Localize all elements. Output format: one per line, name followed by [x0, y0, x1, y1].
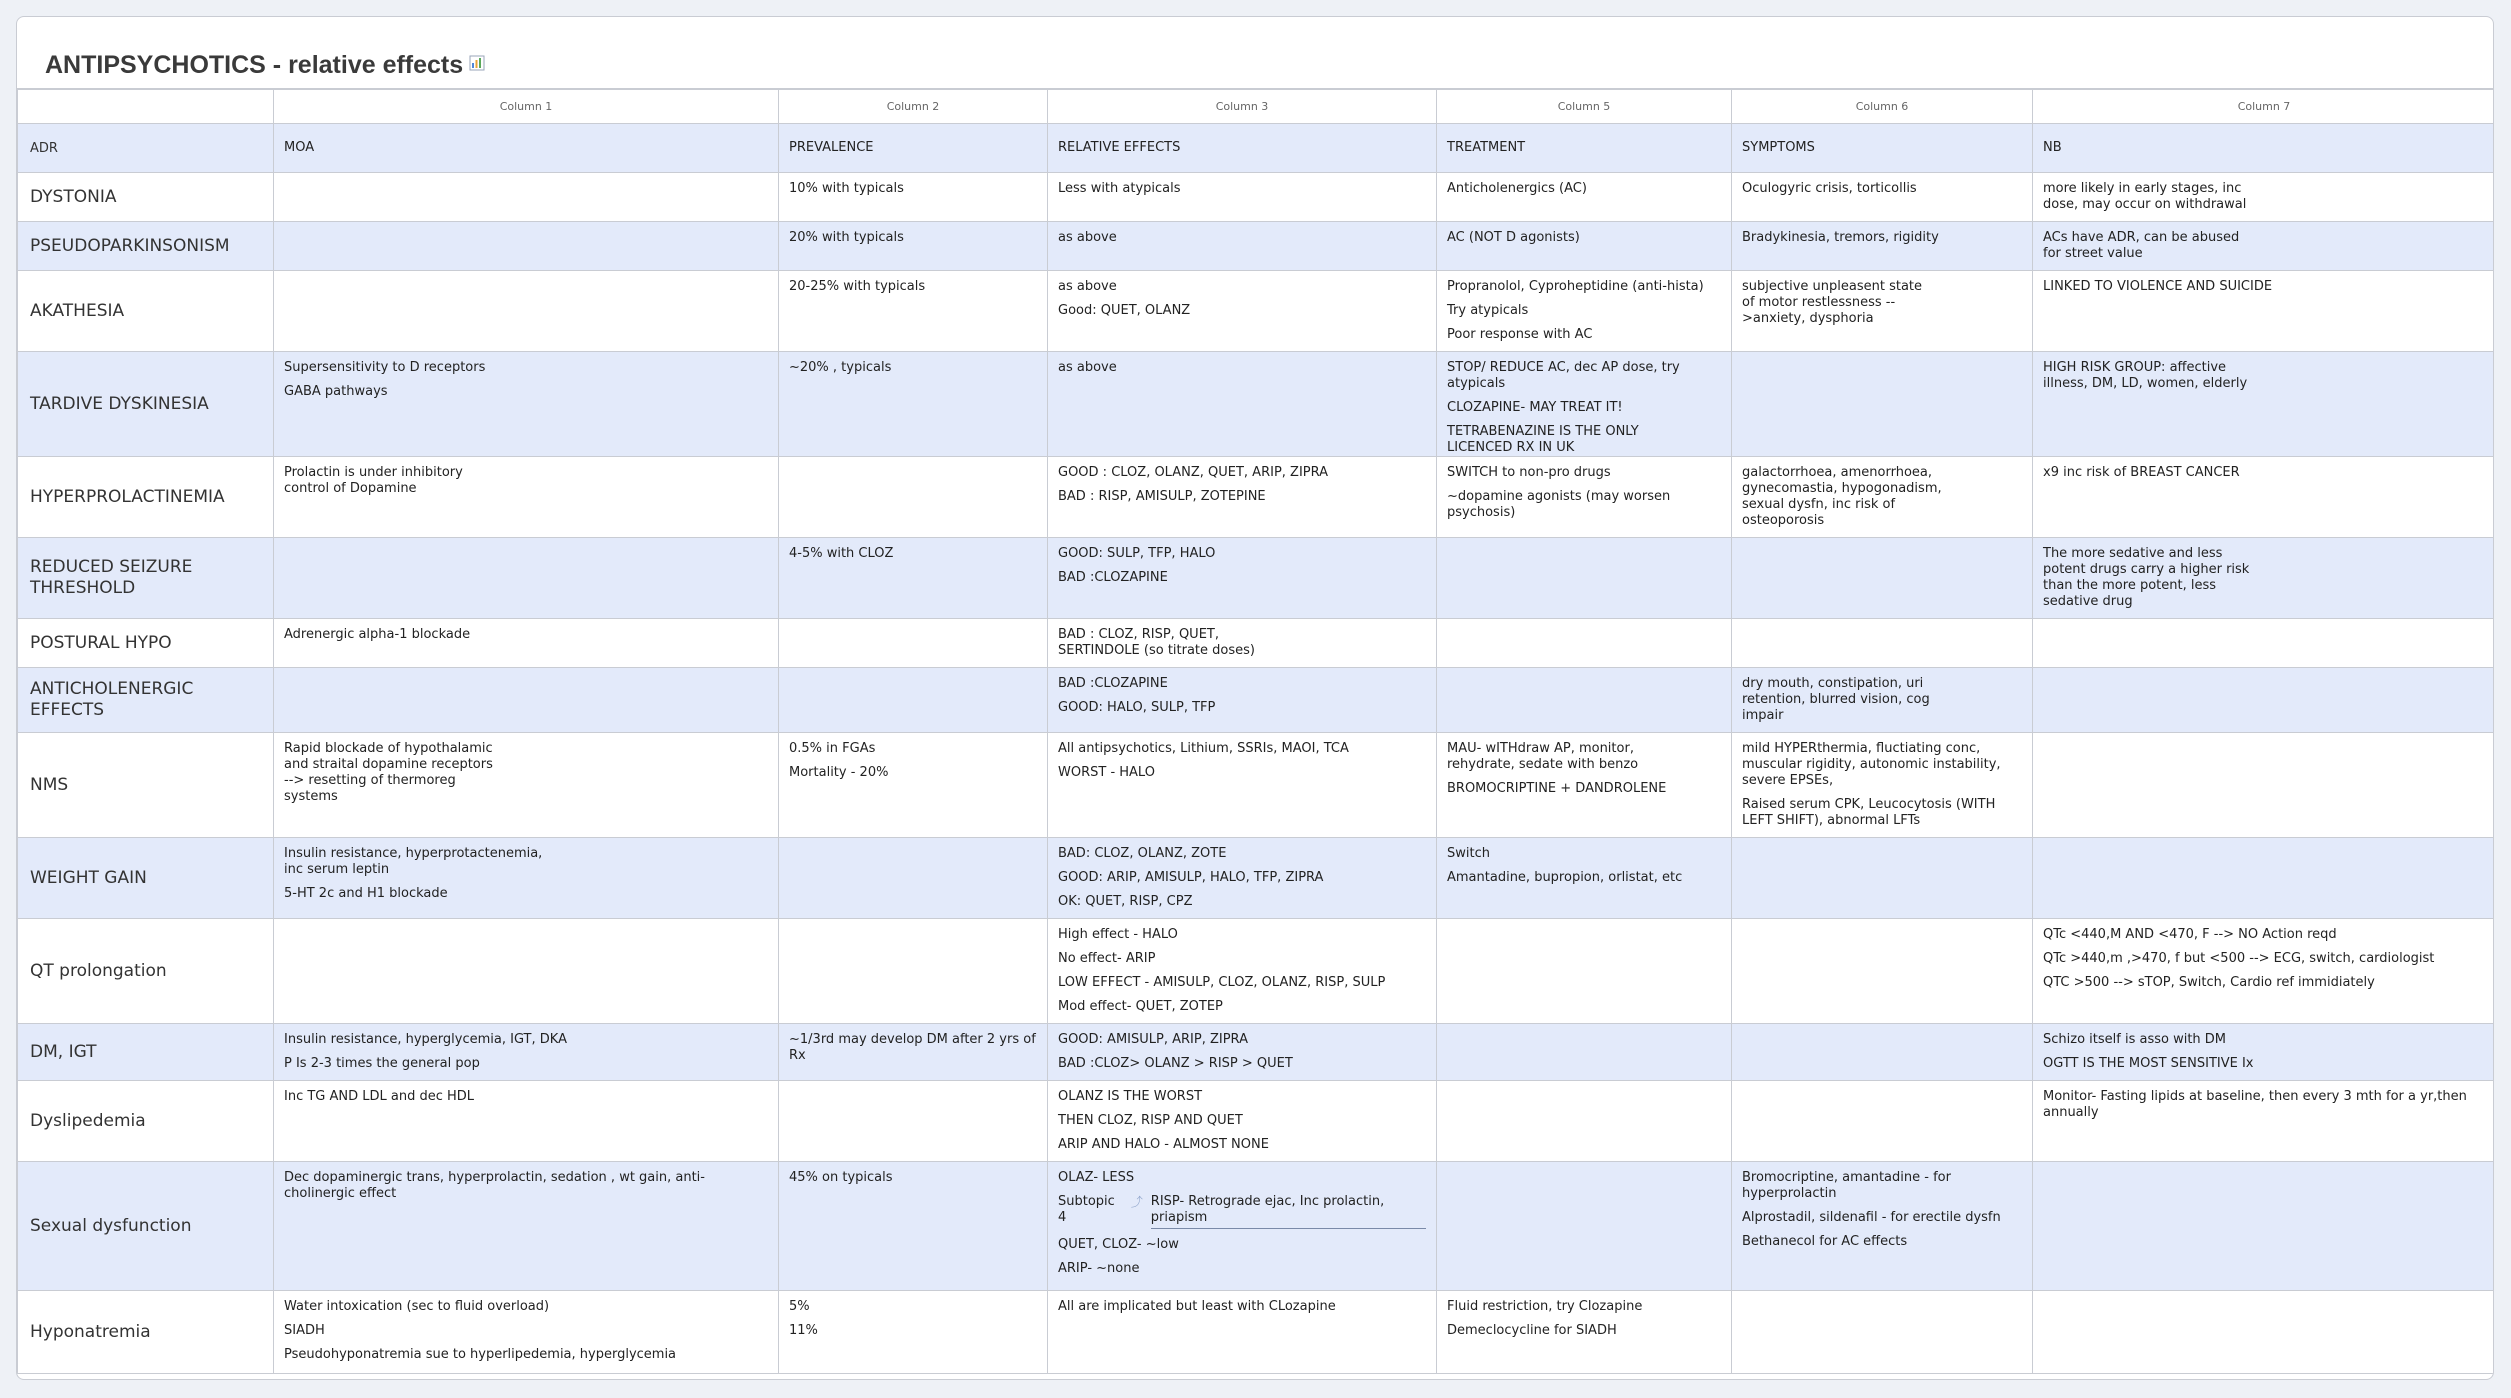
table-cell[interactable] [1732, 619, 2033, 668]
column-label[interactable]: Column 1 [274, 90, 779, 124]
table-cell[interactable] [779, 619, 1048, 668]
cell-line: Raised serum CPK, Leucocytosis (WITH LEFT SHIFT), abnormal LFTs [1742, 797, 1996, 828]
cell-line: Prolactin is under inhibitory control of Dopamine [284, 465, 463, 496]
cell-line: GOOD: HALO, SULP, TFP [1058, 700, 1216, 715]
cell-line: Oculogyric crisis, torticollis [1742, 181, 1917, 196]
subtopic-child: RISP- Retrograde ejac, Inc prolactin, priapism [1151, 1194, 1426, 1229]
data-table [17, 89, 2494, 1374]
table-cell[interactable] [779, 457, 1048, 538]
cell-line: Bromocriptine, amantadine - for hyperprolactin [1742, 1170, 1951, 1201]
cell-line: Supersensitivity to D receptors [284, 360, 486, 375]
header-row [18, 124, 2495, 173]
cell-line: ~1/3rd may develop DM after 2 yrs of Rx [789, 1032, 1036, 1063]
table-cell[interactable] [2033, 838, 2495, 919]
table-cell[interactable] [1048, 619, 1437, 668]
cell-line: High effect - HALO [1058, 927, 1178, 942]
cell-line: OK: QUET, RISP, CPZ [1058, 894, 1193, 909]
column-label[interactable]: Column 3 [1048, 90, 1437, 124]
cell-line: Adrenergic alpha-1 blockade [284, 627, 471, 642]
page-title: ANTIPSYCHOTICS - relative effects [45, 51, 464, 79]
table-row [18, 668, 2495, 733]
column-label[interactable] [18, 90, 274, 124]
cell-line: subjective unpleasent state of motor restlessness -- >anxiety, dysphoria [1742, 279, 1923, 326]
table-cell[interactable] [1048, 173, 1437, 222]
table-cell[interactable] [1437, 173, 1732, 222]
cell-line: ACs have ADR, can be abused for street value [2043, 230, 2240, 261]
table-cell[interactable] [274, 919, 779, 1024]
cell-line: No effect- ARIP [1058, 951, 1156, 966]
cell-line: ~dopamine agonists (may worsen psychosis) [1447, 489, 1671, 520]
table-cell[interactable] [274, 619, 779, 668]
cell-line: galactorrhoea, amenorrhoea, gynecomastia, hypogonadism, sexual dysfn, inc risk of osteoporosis [1742, 465, 1942, 528]
table-row [18, 1162, 2495, 1291]
table-cell[interactable] [1048, 668, 1437, 733]
cell-line: Switch [1447, 846, 1490, 861]
table-cell[interactable] [1437, 538, 1732, 619]
cell-line: The more sedative and less potent drugs carry a higher risk than the more potent, less sedative drug [2043, 546, 2250, 609]
adr-cell[interactable]: POSTURAL HYPO [18, 619, 274, 668]
cell-line: STOP/ REDUCE AC, dec AP dose, try atypicals [1447, 360, 1680, 391]
table-cell[interactable] [2033, 668, 2495, 733]
cell-line: OLANZ IS THE WORST [1058, 1089, 1203, 1104]
cell-line: 5-HT 2c and H1 blockade [284, 886, 448, 901]
table-cell[interactable] [274, 733, 779, 838]
table-cell[interactable] [1048, 271, 1437, 352]
table-cell[interactable] [1732, 457, 2033, 538]
adr-cell[interactable]: WEIGHT GAIN [18, 838, 274, 919]
table-cell[interactable] [274, 222, 779, 271]
table-cell[interactable] [1437, 733, 1732, 838]
spreadsheet-card [16, 16, 2494, 1380]
table-cell[interactable] [2033, 538, 2495, 619]
cell-line: as above [1058, 279, 1117, 294]
header-cell[interactable]: SYMPTOMS [1732, 124, 2033, 173]
cell-line: Insulin resistance, hyperprotactenemia, inc serum leptin [284, 846, 543, 877]
table-row [18, 271, 2495, 352]
cell-line: Mod effect- QUET, ZOTEP [1058, 999, 1223, 1014]
cell-line: Dec dopaminergic trans, hyperprolactin, sedation , wt gain, anti-cholinergic effect [284, 1170, 705, 1201]
table-row [18, 538, 2495, 619]
cell-line: QTC >500 --> sTOP, Switch, Cardio ref immidiately [2043, 975, 2375, 990]
cell-line: 20% with typicals [789, 230, 904, 245]
table-cell[interactable] [1732, 919, 2033, 1024]
table-cell[interactable] [1437, 222, 1732, 271]
table-row [18, 1024, 2495, 1081]
cell-line: Rapid blockade of hypothalamic and straital dopamine receptors --> resetting of thermoreg systems [284, 741, 493, 804]
cell-line: CLOZAPINE- MAY TREAT IT! [1447, 400, 1623, 415]
table-cell[interactable] [1732, 838, 2033, 919]
table-cell[interactable] [274, 1024, 779, 1081]
cell-line: as above [1058, 230, 1117, 245]
cell-line: OLAZ- LESS [1058, 1170, 1135, 1185]
cell-line: Alprostadil, sildenafil - for erectile dysfn [1742, 1210, 2001, 1225]
table-cell[interactable] [1437, 919, 1732, 1024]
table-cell[interactable] [1437, 1162, 1732, 1291]
chart-icon[interactable] [469, 55, 485, 71]
subtopic-label: Subtopic 4 [1058, 1194, 1115, 1225]
table-cell[interactable] [274, 1081, 779, 1162]
table-cell[interactable] [274, 271, 779, 352]
cell-line: 11% [789, 1323, 818, 1338]
table-row [18, 733, 2495, 838]
table-cell[interactable] [1437, 668, 1732, 733]
cell-line: GOOD: SULP, TFP, HALO [1058, 546, 1216, 561]
adr-cell[interactable]: REDUCED SEIZURE THRESHOLD [18, 538, 274, 619]
adr-cell[interactable]: Dyslipedemia [18, 1081, 274, 1162]
subtopic[interactable] [1058, 1194, 1426, 1229]
header-cell[interactable]: NB [2033, 124, 2495, 173]
cell-line: All antipsychotics, Lithium, SSRIs, MAOI, TCA [1058, 741, 1349, 756]
adr-cell[interactable]: QT prolongation [18, 919, 274, 1024]
table-cell[interactable] [1048, 733, 1437, 838]
cell-line: BAD : RISP, AMISULP, ZOTEPINE [1058, 489, 1266, 504]
table-cell[interactable] [2033, 1291, 2495, 1374]
table-cell[interactable] [779, 271, 1048, 352]
table-cell[interactable] [1048, 1081, 1437, 1162]
table-cell[interactable] [779, 733, 1048, 838]
table-cell[interactable] [1437, 1024, 1732, 1081]
table-cell[interactable] [779, 1024, 1048, 1081]
cell-line: SIADH [284, 1323, 325, 1338]
table-cell[interactable] [1732, 1291, 2033, 1374]
table-cell[interactable] [2033, 222, 2495, 271]
table-cell[interactable] [779, 838, 1048, 919]
cell-line: GOOD: AMISULP, ARIP, ZIPRA [1058, 1032, 1248, 1047]
cell-line: MAU- wITHdraw AP, monitor, rehydrate, sedate with benzo [1447, 741, 1639, 772]
table-cell[interactable] [1048, 838, 1437, 919]
cell-line: Amantadine, bupropion, orlistat, etc [1447, 870, 1683, 885]
cell-line: Poor response with AC [1447, 327, 1593, 342]
adr-cell[interactable]: DYSTONIA [18, 173, 274, 222]
table-cell[interactable] [779, 1081, 1048, 1162]
table-cell[interactable] [1732, 538, 2033, 619]
table-row [18, 619, 2495, 668]
table-cell[interactable] [2033, 173, 2495, 222]
table-row [18, 457, 2495, 538]
table-cell[interactable] [1437, 838, 1732, 919]
table-cell[interactable] [274, 352, 779, 457]
cell-line: GOOD: ARIP, AMISULP, HALO, TFP, ZIPRA [1058, 870, 1324, 885]
cell-line: BAD :CLOZAPINE [1058, 570, 1168, 585]
table-cell[interactable] [2033, 733, 2495, 838]
table-cell[interactable] [2033, 619, 2495, 668]
cell-line: Fluid restriction, try Clozapine [1447, 1299, 1643, 1314]
table-cell[interactable] [274, 1162, 779, 1291]
cell-line: TETRABENAZINE IS THE ONLY LICENCED RX IN UK [1447, 424, 1639, 455]
cell-line: Good: QUET, OLANZ [1058, 303, 1191, 318]
cell-line: Propranolol, Cyproheptidine (anti-hista) [1447, 279, 1704, 294]
cell-line: BAD : CLOZ, RISP, QUET, SERTINDOLE (so titrate doses) [1058, 627, 1255, 658]
adr-cell[interactable]: DM, IGT [18, 1024, 274, 1081]
cell-line: x9 inc risk of BREAST CANCER [2043, 465, 2240, 480]
adr-cell[interactable]: Hyponatremia [18, 1291, 274, 1374]
table-cell[interactable] [779, 352, 1048, 457]
cell-line: 45% on typicals [789, 1170, 893, 1185]
table-row [18, 1081, 2495, 1162]
cell-line: Water intoxication (sec to fluid overload) [284, 1299, 550, 1314]
table-cell[interactable] [1048, 1291, 1437, 1374]
table-row [18, 838, 2495, 919]
table-cell[interactable] [1048, 352, 1437, 457]
connector-icon: ⤴ [1130, 1195, 1143, 1209]
table-cell[interactable] [274, 457, 779, 538]
table-cell[interactable] [779, 173, 1048, 222]
table-cell[interactable] [2033, 1081, 2495, 1162]
table-cell[interactable] [1048, 222, 1437, 271]
adr-cell[interactable]: AKATHESIA [18, 271, 274, 352]
table-cell[interactable] [779, 222, 1048, 271]
cell-line: LOW EFFECT - AMISULP, CLOZ, OLANZ, RISP, SULP [1058, 975, 1386, 990]
table-cell[interactable] [274, 173, 779, 222]
cell-line: Schizo itself is asso with DM [2043, 1032, 2227, 1047]
table-cell[interactable] [1732, 173, 2033, 222]
cell-line: Mortality - 20% [789, 765, 889, 780]
table-cell[interactable] [1437, 1081, 1732, 1162]
cell-line: THEN CLOZ, RISP AND QUET [1058, 1113, 1243, 1128]
cell-line: Try atypicals [1447, 303, 1529, 318]
table-cell[interactable] [1437, 271, 1732, 352]
column-label[interactable]: Column 6 [1732, 90, 2033, 124]
cell-line: BAD: CLOZ, OLANZ, ZOTE [1058, 846, 1227, 861]
cell-line: dry mouth, constipation, uri retention, blurred vision, cog impair [1742, 676, 1930, 723]
cell-line: HIGH RISK GROUP: affective illness, DM, LD, women, elderly [2043, 360, 2248, 391]
table-row [18, 173, 2495, 222]
adr-cell[interactable]: HYPERPROLACTINEMIA [18, 457, 274, 538]
table-cell[interactable] [1732, 1162, 2033, 1291]
table-cell[interactable] [2033, 271, 2495, 352]
cell-line: QTc >440,m ,>470, f but <500 --> ECG, switch, cardiologist [2043, 951, 2435, 966]
cell-line: OGTT IS THE MOST SENSITIVE Ix [2043, 1056, 2254, 1071]
header-cell[interactable]: MOA [274, 124, 779, 173]
table-cell[interactable] [779, 668, 1048, 733]
table-cell[interactable] [1732, 1024, 2033, 1081]
table-cell[interactable] [274, 1291, 779, 1374]
adr-cell[interactable]: NMS [18, 733, 274, 838]
cell-line: Pseudohyponatremia sue to hyperlipedemia, hyperglycemia [284, 1347, 677, 1362]
table-row [18, 222, 2495, 271]
cell-line: Bradykinesia, tremors, rigidity [1742, 230, 1939, 245]
table-cell[interactable] [274, 838, 779, 919]
cell-line: SWITCH to non-pro drugs [1447, 465, 1611, 480]
table-cell[interactable] [274, 538, 779, 619]
adr-cell[interactable]: ANTICHOLENERGIC EFFECTS [18, 668, 274, 733]
header-cell[interactable]: RELATIVE EFFECTS [1048, 124, 1437, 173]
adr-cell[interactable]: TARDIVE DYSKINESIA [18, 352, 274, 457]
table-cell[interactable] [1437, 1291, 1732, 1374]
table-cell[interactable] [1048, 538, 1437, 619]
table-cell[interactable] [1732, 733, 2033, 838]
table-cell[interactable] [1732, 352, 2033, 457]
cell-line: 20-25% with typicals [789, 279, 926, 294]
column-label[interactable]: Column 5 [1437, 90, 1732, 124]
column-label[interactable]: Column 2 [779, 90, 1048, 124]
column-label-row [18, 90, 2495, 124]
cell-line: BROMOCRIPTINE + DANDROLENE [1447, 781, 1667, 796]
cell-line: BAD :CLOZAPINE [1058, 676, 1168, 691]
cell-line: as above [1058, 360, 1117, 375]
cell-line: ~20% , typicals [789, 360, 892, 375]
table-row [18, 919, 2495, 1024]
table-cell[interactable] [1048, 1162, 1437, 1291]
cell-line: 4-5% with CLOZ [789, 546, 894, 561]
cell-line: GOOD : CLOZ, OLANZ, QUET, ARIP, ZIPRA [1058, 465, 1329, 480]
cell-line: 5% [789, 1299, 810, 1314]
table-cell[interactable] [1732, 668, 2033, 733]
table-cell[interactable] [2033, 1162, 2495, 1291]
header-cell[interactable]: PREVALENCE [779, 124, 1048, 173]
cell-line: WORST - HALO [1058, 765, 1155, 780]
cell-line: 0.5% in FGAs [789, 741, 876, 756]
cell-line: ARIP AND HALO - ALMOST NONE [1058, 1137, 1269, 1152]
title-bar [17, 17, 2493, 89]
cell-line: GABA pathways [284, 384, 388, 399]
cell-line: QTc <440,M AND <470, F --> NO Action reqd [2043, 927, 2337, 942]
cell-line: Monitor- Fasting lipids at baseline, then every 3 mth for a yr,then annually [2043, 1089, 2467, 1120]
table-cell[interactable] [1437, 352, 1732, 457]
table-cell[interactable] [1048, 919, 1437, 1024]
cell-line: mild HYPERthermia, fluctiating conc, muscular rigidity, autonomic instability, severe EPSEs, [1742, 741, 2001, 788]
header-cell[interactable]: ADR [18, 124, 274, 173]
table-cell[interactable] [779, 538, 1048, 619]
cell-line: Less with atypicals [1058, 181, 1181, 196]
cell-line: Demeclocycline for SIADH [1447, 1323, 1617, 1338]
cell-line: BAD :CLOZ> OLANZ > RISP > QUET [1058, 1056, 1293, 1071]
cell-line: Insulin resistance, hyperglycemia, IGT, DKA [284, 1032, 567, 1047]
table-cell[interactable] [1437, 619, 1732, 668]
cell-line: Inc TG AND LDL and dec HDL [284, 1089, 475, 1104]
table-cell[interactable] [274, 668, 779, 733]
cell-line: P Is 2-3 times the general pop [284, 1056, 480, 1071]
table-cell[interactable] [1732, 1081, 2033, 1162]
column-label[interactable]: Column 7 [2033, 90, 2495, 124]
table-cell[interactable] [779, 1291, 1048, 1374]
table-cell[interactable] [1732, 222, 2033, 271]
table-cell[interactable] [2033, 919, 2495, 1024]
table-row [18, 1291, 2495, 1374]
table-cell[interactable] [1048, 1024, 1437, 1081]
cell-line: ARIP- ~none [1058, 1261, 1140, 1276]
cell-line: LINKED TO VIOLENCE AND SUICIDE [2043, 279, 2273, 294]
cell-line: Anticholenergics (AC) [1447, 181, 1587, 196]
header-cell[interactable]: TREATMENT [1437, 124, 1732, 173]
table-cell[interactable] [1732, 271, 2033, 352]
adr-cell[interactable]: Sexual dysfunction [18, 1162, 274, 1291]
table-cell[interactable] [1437, 457, 1732, 538]
table-cell[interactable] [2033, 1024, 2495, 1081]
adr-cell[interactable]: PSEUDOPARKINSONISM [18, 222, 274, 271]
table-cell[interactable] [779, 919, 1048, 1024]
cell-line: more likely in early stages, inc dose, may occur on withdrawal [2043, 181, 2247, 212]
cell-line: QUET, CLOZ- ~low [1058, 1237, 1179, 1252]
cell-line: 10% with typicals [789, 181, 904, 196]
table-cell[interactable] [2033, 457, 2495, 538]
cell-line: All are implicated but least with CLozapine [1058, 1299, 1336, 1314]
cell-line: Bethanecol for AC effects [1742, 1234, 1908, 1249]
table-cell[interactable] [2033, 352, 2495, 457]
table-row [18, 352, 2495, 457]
cell-line: AC (NOT D agonists) [1447, 230, 1580, 245]
table-cell[interactable] [1048, 457, 1437, 538]
table-cell[interactable] [779, 1162, 1048, 1291]
